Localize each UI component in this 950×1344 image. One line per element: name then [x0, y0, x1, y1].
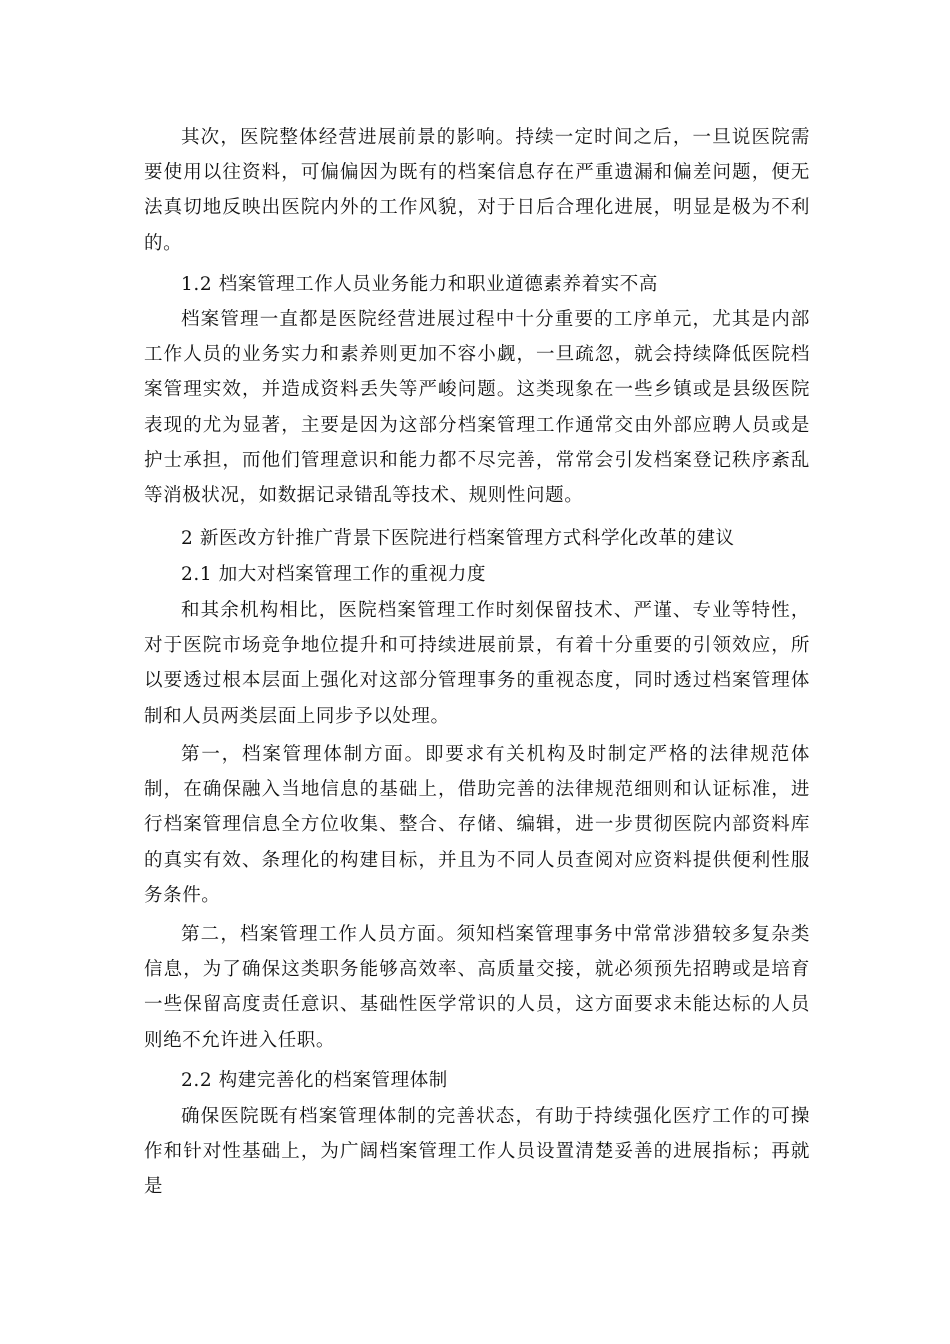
paragraph-second-staff: 第二，档案管理工作人员方面。须知档案管理事务中常常涉猎较多复杂类信息，为了确保这类职务能够高效率、高质量交接，就必须预先招聘或是培育一些保留高度责任意识、基础性医学常识的人员，这方面要求未能达标的人员则绝不允许进入任职。	[144, 924, 810, 1051]
paragraph-emphasis-importance: 和其余机构相比，医院档案管理工作时刻保留技术、严谨、专业等特性，对于医院市场竞争地位提升和可持续进展前景，有着十分重要的引领效应，所以要透过根本层面上强化对这部分管理事务的重视态度，同时透过档案管理体制和人员两类层面上同步予以处理。	[144, 600, 810, 727]
section-heading-2-2: 2.2 构建完善化的档案管理体制	[181, 1070, 448, 1091]
paragraph-build-system: 确保医院既有档案管理体制的完善状态，有助于持续强化医疗工作的可操作和针对性基础上，为广阔档案管理工作人员设置清楚妥善的进展指标；再就是	[144, 1106, 810, 1198]
section-heading-2-1: 2.1 加大对档案管理工作的重视力度	[181, 564, 487, 585]
paragraph-first-system: 第一，档案管理体制方面。即要求有关机构及时制定严格的法律规范体制，在确保融入当地信息的基础上，借助完善的法律规范细则和认证标准，进行档案管理信息全方位收集、整合、存储、编辑，进一步贯彻医院内部资料库的真实有效、条理化的构建目标，并且为不同人员查阅对应资料提供便利性服务条件。	[144, 744, 810, 906]
paragraph-hospital-prospect-impact: 其次，医院整体经营进展前景的影响。持续一定时间之后，一旦说医院需要使用以往资料，可偏偏因为既有的档案信息存在严重遗漏和偏差问题，便无法真切地反映出医院内外的工作风貌，对于日后合理化进展，明显是极为不利的。	[144, 127, 810, 254]
paragraph-staff-ability: 档案管理一直都是医院经营进展过程中十分重要的工序单元，尤其是内部工作人员的业务实力和素养则更加不容小觑，一旦疏忽，就会持续降低医院档案管理实效，并造成资料丢失等严峻问题。这类现象在一些乡镇或是县级医院表现的尤为显著，主要是因为这部分档案管理工作通常交由外部应聘人员或是护士承担，而他们管理意识和能力都不尽完善，常常会引发档案登记秩序紊乱等消极状况，如数据记录错乱等技术、规则性问题。	[144, 309, 810, 507]
section-heading-2: 2 新医改方针推广背景下医院进行档案管理方式科学化改革的建议	[181, 528, 735, 549]
section-heading-1-2: 1.2 档案管理工作人员业务能力和职业道德素养着实不高	[181, 274, 659, 295]
